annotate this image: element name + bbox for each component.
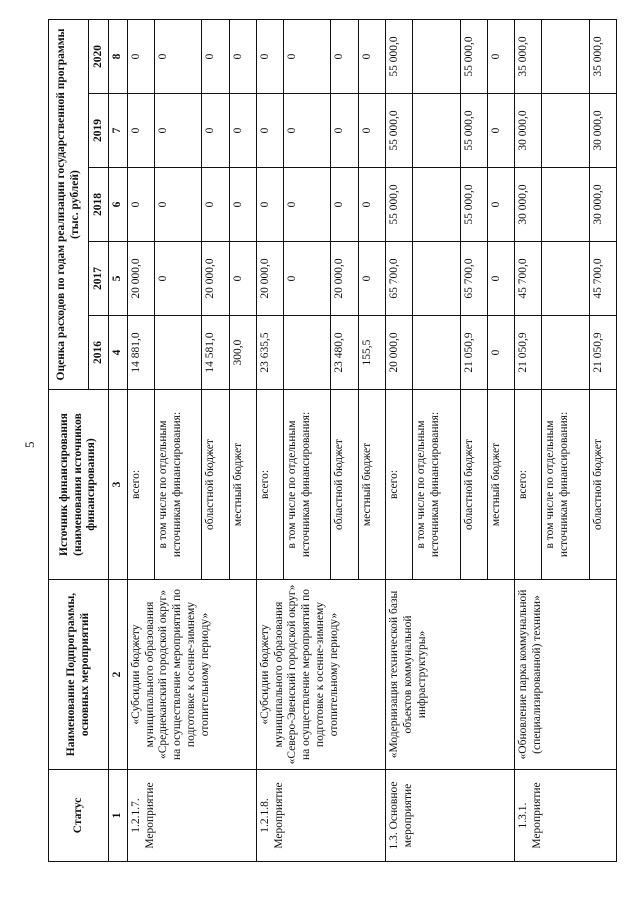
value-cell: 0 — [358, 168, 385, 242]
value-cell: 0 — [331, 94, 358, 168]
value-cell — [542, 19, 589, 93]
status-cell — [515, 770, 617, 862]
source-cell: местный бюджет — [358, 390, 385, 580]
value-cell: 65 700,0 — [460, 242, 487, 316]
value-cell: 0 — [256, 168, 283, 242]
name-cell: «Субсидии бюджету муниципального образования «Северо-Эвенский городской округ» на осуществление мероприятий по подготовке к осенне-зимнему отопительному периоду» — [256, 580, 385, 770]
value-cell — [155, 316, 202, 390]
value-cell: 0 — [229, 168, 256, 242]
col-number: 4 — [109, 316, 128, 390]
col-number: 7 — [109, 94, 128, 168]
name-cell: «Модернизация технической базы объектов коммунальной инфраструктуры» — [385, 580, 514, 770]
value-cell: 30 000,0 — [589, 168, 616, 242]
value-cell: 300,0 — [229, 316, 256, 390]
col-number: 6 — [109, 168, 128, 242]
value-cell: 0 — [256, 19, 283, 93]
value-cell: 0 — [284, 94, 331, 168]
value-cell: 0 — [155, 19, 202, 93]
value-cell: 20 000,0 — [331, 242, 358, 316]
row-status: Мероприятие — [143, 782, 156, 849]
value-cell: 35 000,0 — [515, 19, 542, 93]
value-cell: 0 — [358, 94, 385, 168]
source-cell: всего: — [127, 390, 154, 580]
value-cell: 21 050,9 — [589, 316, 616, 390]
value-cell: 55 000,0 — [460, 19, 487, 93]
source-cell: всего: — [515, 390, 542, 580]
value-cell: 21 050,9 — [515, 316, 542, 390]
header-status: Статус — [49, 770, 109, 862]
landscape-sheet — [48, 20, 617, 862]
row-code: 1.3.1. Мероприятие — [517, 782, 543, 849]
value-cell: 20 000,0 — [385, 316, 412, 390]
col-number: 8 — [109, 19, 128, 93]
value-cell: 55 000,0 — [385, 168, 412, 242]
value-cell: 0 — [202, 168, 229, 242]
source-cell: местный бюджет — [487, 390, 514, 580]
source-cell: всего: — [385, 390, 412, 580]
source-cell: областной бюджет — [202, 390, 229, 580]
value-cell: 0 — [487, 242, 514, 316]
financing-table — [48, 19, 617, 862]
value-cell: 0 — [155, 242, 202, 316]
value-cell — [284, 316, 331, 390]
source-cell: в том числе по отдельным источникам финансирования: — [542, 390, 589, 580]
value-cell — [413, 168, 460, 242]
value-cell: 21 050,9 — [460, 316, 487, 390]
value-cell — [413, 316, 460, 390]
row-status: Мероприятие — [272, 782, 285, 849]
source-cell: местный бюджет — [229, 390, 256, 580]
value-cell: 0 — [155, 94, 202, 168]
value-cell — [542, 242, 589, 316]
value-cell: 0 — [127, 94, 154, 168]
value-cell: 20 000,0 — [127, 242, 154, 316]
source-cell: областной бюджет — [589, 390, 616, 580]
header-year: 2017 — [89, 242, 109, 316]
value-cell: 0 — [487, 19, 514, 93]
value-cell: 30 000,0 — [515, 94, 542, 168]
col-number: 2 — [109, 580, 128, 770]
status-cell — [256, 770, 385, 862]
value-cell: 0 — [358, 19, 385, 93]
value-cell — [413, 242, 460, 316]
value-cell: 23 480,0 — [331, 316, 358, 390]
value-cell: 35 000,0 — [589, 19, 616, 93]
value-cell: 55 000,0 — [460, 168, 487, 242]
value-cell: 45 700,0 — [515, 242, 542, 316]
value-cell: 0 — [331, 19, 358, 93]
name-cell: «Обновление парка коммунальной (специализированной) техники» — [515, 580, 617, 770]
row-code: 1.3. Основное — [387, 781, 400, 850]
value-cell: 55 000,0 — [460, 94, 487, 168]
value-cell: 14 581,0 — [202, 316, 229, 390]
table-row — [515, 19, 542, 861]
header-estimate: Оценка расходов по годам реализации государственной программы (тыс. рублей) — [49, 19, 89, 389]
value-cell: 0 — [202, 19, 229, 93]
value-cell: 0 — [284, 168, 331, 242]
value-cell — [542, 168, 589, 242]
name-cell: «Субсидии бюджету муниципального образования «Среднеканский городской округ» на осуществление мероприятий по подготовке к осенне-зимнему отопительному периоду» — [127, 580, 256, 770]
col-number: 1 — [109, 770, 128, 862]
value-cell: 0 — [127, 19, 154, 93]
value-cell — [413, 94, 460, 168]
table-row — [385, 19, 412, 861]
value-cell: 14 881,0 — [127, 316, 154, 390]
value-cell: 0 — [155, 168, 202, 242]
value-cell: 0 — [229, 242, 256, 316]
value-cell: 0 — [487, 168, 514, 242]
header-year: 2019 — [89, 94, 109, 168]
table-row — [127, 19, 154, 861]
value-cell: 20 000,0 — [202, 242, 229, 316]
value-cell: 55 000,0 — [385, 94, 412, 168]
value-cell: 155,5 — [358, 316, 385, 390]
value-cell: 30 000,0 — [589, 94, 616, 168]
row-status: мероприятие — [401, 783, 414, 848]
row-code: 1.2.1.8. — [258, 798, 271, 833]
value-cell: 0 — [331, 168, 358, 242]
value-cell: 0 — [127, 168, 154, 242]
page-number: 5 — [22, 441, 37, 448]
value-cell: 0 — [284, 242, 331, 316]
header-name: Наименование Подпрограммы, основных мероприятий — [49, 580, 109, 770]
header-year: 2016 — [89, 316, 109, 390]
value-cell: 0 — [487, 316, 514, 390]
value-cell: 0 — [487, 94, 514, 168]
value-cell — [542, 94, 589, 168]
value-cell: 0 — [256, 94, 283, 168]
col-number: 5 — [109, 242, 128, 316]
value-cell: 0 — [202, 94, 229, 168]
value-cell — [413, 19, 460, 93]
value-cell: 30 000,0 — [515, 168, 542, 242]
header-year: 2020 — [89, 19, 109, 93]
status-cell — [385, 770, 514, 862]
source-cell: областной бюджет — [331, 390, 358, 580]
header-year: 2018 — [89, 168, 109, 242]
value-cell: 55 000,0 — [385, 19, 412, 93]
source-cell: в том числе по отдельным источникам финансирования: — [284, 390, 331, 580]
source-cell: в том числе по отдельным источникам финансирования: — [413, 390, 460, 580]
value-cell: 0 — [284, 19, 331, 93]
col-number: 3 — [109, 390, 128, 580]
value-cell: 0 — [229, 19, 256, 93]
source-cell: в том числе по отдельным источникам финансирования: — [155, 390, 202, 580]
value-cell: 0 — [229, 94, 256, 168]
table-row — [256, 19, 283, 861]
source-cell: всего: — [256, 390, 283, 580]
value-cell: 0 — [358, 242, 385, 316]
value-cell: 45 700,0 — [589, 242, 616, 316]
value-cell: 20 000,0 — [256, 242, 283, 316]
header-source: Источник финансирования (наименования источников финансирования) — [49, 390, 109, 580]
value-cell — [542, 316, 589, 390]
value-cell: 23 635,5 — [256, 316, 283, 390]
status-cell — [127, 770, 256, 862]
value-cell: 65 700,0 — [385, 242, 412, 316]
row-code: 1.2.1.7. — [129, 798, 142, 833]
source-cell: областной бюджет — [460, 390, 487, 580]
